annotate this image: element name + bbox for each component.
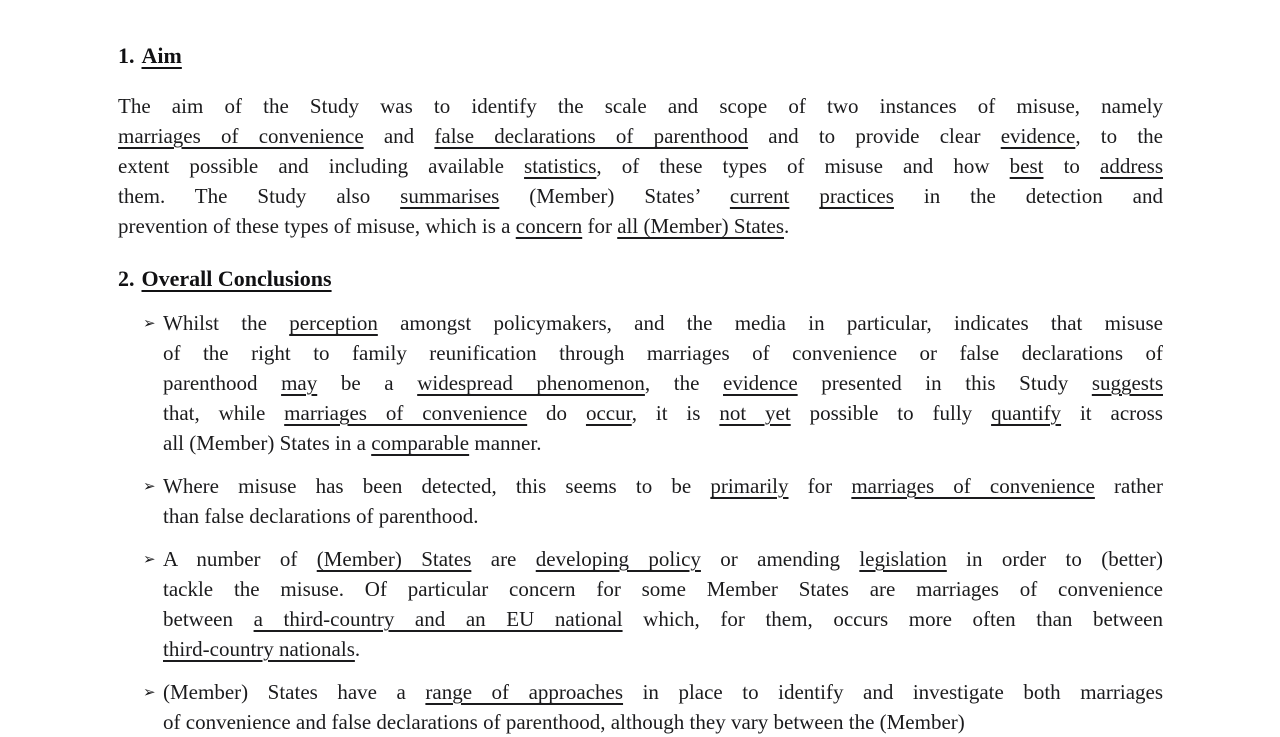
section-2-number: 2. [118,266,135,291]
text-segment: to [1043,154,1101,178]
underlined-text: comparable [371,431,470,455]
text-segment: The aim of the Study was to identify the scale and scope of two instances of misuse, namely [118,94,1163,118]
list-item [118,308,1163,458]
underlined-text: not yet [719,401,791,425]
underlined-text: occur [585,401,632,425]
underlined-text: legislation [859,547,947,571]
text-segment: in order to (better) [946,547,1164,571]
underlined-text: primarily [710,474,789,498]
text-segment: it across [1061,401,1163,425]
bullet-text [163,677,1163,737]
text-line [163,398,1163,428]
text-segment: extent possible and including available [118,154,525,178]
underlined-text: (Member) States [316,547,472,571]
list-item [118,471,1163,531]
text-segment: that, while [163,401,285,425]
list-item [118,544,1163,664]
text-segment [789,184,819,208]
text-segment: in place to identify and investigate both marriages [623,680,1164,704]
text-segment: amongst policymakers, and the media in particular, indicates that misuse [377,311,1163,335]
text-line [118,121,1163,151]
text-segment: rather [1094,474,1163,498]
text-segment: and to provide clear [748,124,1001,148]
text-segment: all (Member) States in a [163,431,372,455]
bullet-arrow-icon: ➢ [143,683,156,701]
text-line [163,501,1163,531]
underlined-text: marriages of convenience [284,401,528,425]
text-segment: of the right to family reunification through marriages of convenience or false declarations of [163,341,1163,365]
text-segment: between [163,607,254,631]
text-segment: , it is [631,401,720,425]
text-segment: and [363,124,435,148]
text-segment: them. The Study also [118,184,401,208]
section-2-title: Overall Conclusions [141,266,332,291]
underlined-text: may [281,371,318,395]
text-line [118,181,1163,211]
underlined-text: third-country nationals [163,637,355,661]
underlined-text: best [1009,154,1044,178]
underlined-text: current [729,184,790,208]
section-1-title: Aim [141,43,182,68]
bullet-arrow-icon: ➢ [143,550,156,568]
list-item [118,677,1163,737]
text-segment: A number of [163,547,317,571]
text-line [163,308,1163,338]
bullet-text [163,471,1163,531]
text-segment: of convenience and false declarations of parenthood, although they vary between the (Member) [163,710,965,734]
text-segment: or amending [700,547,860,571]
text-segment: Whilst the [163,311,290,335]
text-segment: Where misuse has been detected, this seems to be [163,474,711,498]
text-segment: for [582,214,618,238]
underlined-text: false declarations of parenthood [434,124,749,148]
underlined-text: summarises [400,184,500,208]
text-segment: , of these types of misuse and how [596,154,1010,178]
bullet-text [163,544,1163,664]
section-1-number: 1. [118,43,135,68]
text-line [163,471,1163,501]
aim-paragraph [118,91,1163,241]
text-line [163,604,1163,634]
underlined-text: marriages of convenience [118,124,364,148]
underlined-text: marriages of convenience [851,474,1095,498]
text-line [163,574,1163,604]
section-2-heading [118,265,1163,293]
bullet-arrow-icon: ➢ [143,314,156,332]
text-segment: presented in this Study [797,371,1092,395]
text-segment: , to the [1075,124,1163,148]
text-segment: (Member) States’ [499,184,730,208]
text-line [163,677,1163,707]
text-segment: prevention of these types of misuse, which is a [118,214,516,238]
text-line [163,338,1163,368]
text-segment: for [788,474,852,498]
text-line [163,544,1163,574]
underlined-text: evidence [723,371,798,395]
text-segment: manner. [469,431,542,455]
text-line [118,91,1163,121]
text-line [163,368,1163,398]
text-segment: . [354,637,361,661]
underlined-text: evidence [1000,124,1076,148]
underlined-text: developing policy [535,547,701,571]
underlined-text: a third-country and an EU national [253,607,623,631]
text-segment: . [784,214,790,238]
bullet-text [163,308,1163,458]
text-segment: (Member) States have a [163,680,426,704]
conclusions-list [118,308,1163,737]
underlined-text: concern [515,214,583,238]
text-segment: which, for them, occurs more often than between [622,607,1163,631]
text-segment: possible to fully [790,401,992,425]
underlined-text: practices [819,184,894,208]
bullet-arrow-icon: ➢ [143,477,156,495]
text-line [163,634,1163,664]
underlined-text: address [1100,154,1164,178]
underlined-text: quantify [991,401,1062,425]
text-line [163,428,1163,458]
underlined-text: statistics [524,154,597,178]
text-line [118,211,1163,241]
text-segment: be a [317,371,418,395]
text-segment: , the [644,371,724,395]
text-segment: parenthood [163,371,282,395]
underlined-text: perception [289,311,378,335]
text-segment: tackle the misuse. Of particular concern for some Member States are marriages of convenience [163,577,1163,601]
text-line [118,151,1163,181]
underlined-text: widespread phenomenon [417,371,645,395]
text-line [163,707,1163,737]
text-segment: in the detection and [893,184,1164,208]
text-segment: do [527,401,586,425]
underlined-text: range of approaches [425,680,624,704]
underlined-text: all (Member) States [617,214,784,238]
text-segment: are [471,547,536,571]
section-1-heading [118,42,1163,70]
text-segment: than false declarations of parenthood. [163,504,479,528]
underlined-text: suggests [1091,371,1163,395]
